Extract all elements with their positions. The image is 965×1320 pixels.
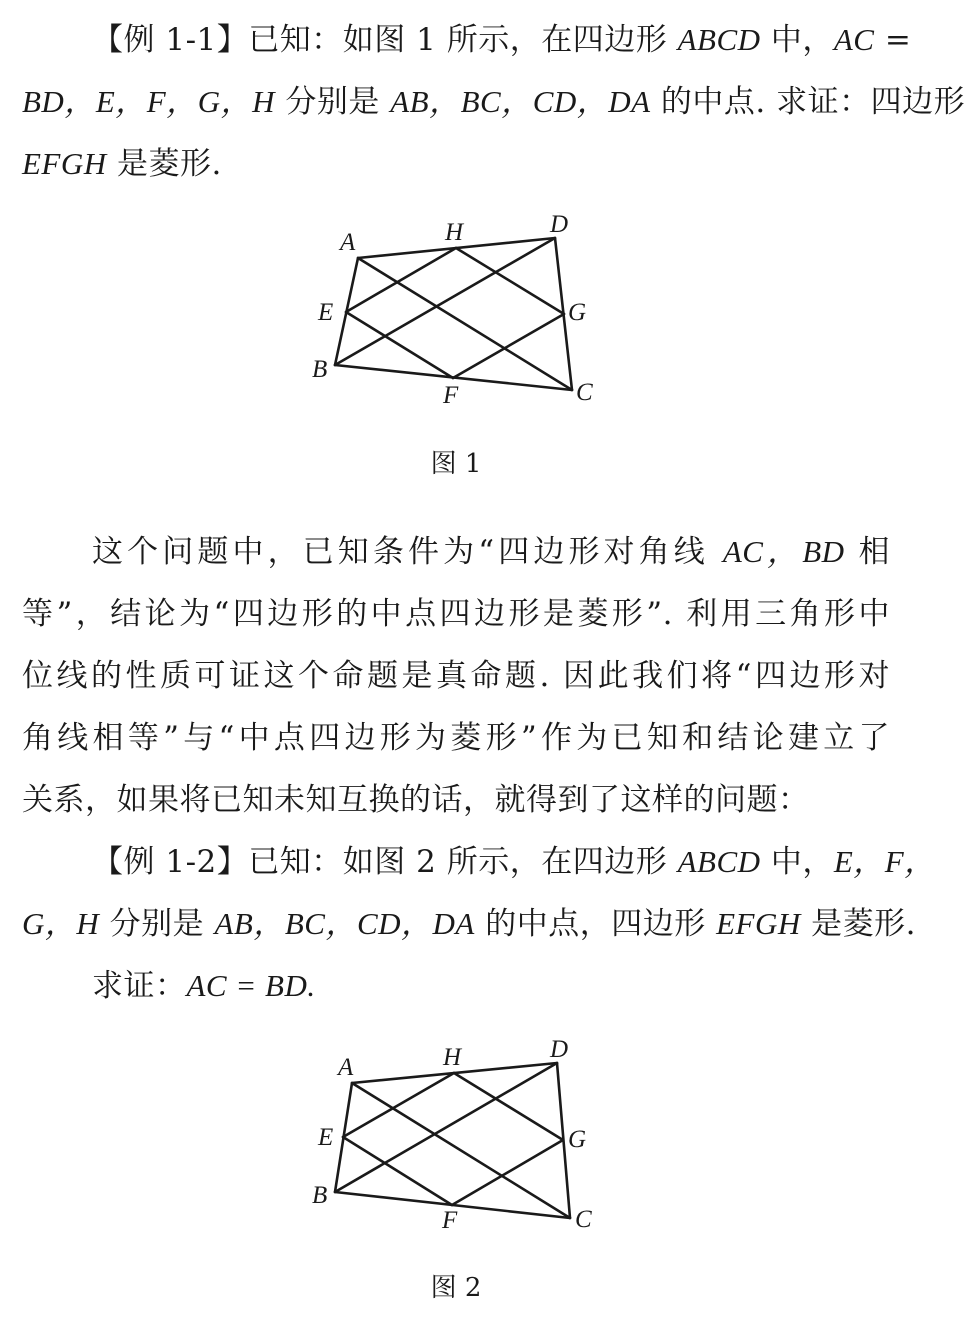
figure-1-caption: 图 1 xyxy=(430,449,482,479)
figure-1-diagram xyxy=(300,210,620,410)
para-line-5: 关系，如果将已知未知互换的话，就得到了这样的问题： xyxy=(22,782,810,818)
para-line-1: 这个问题中，已知条件为“四边形对角线 AC，BD 相 xyxy=(92,534,890,570)
label-h: H xyxy=(443,1044,462,1071)
label-c: C xyxy=(576,379,593,406)
figure-1 xyxy=(300,210,620,410)
figure-2-diagram xyxy=(300,1035,620,1235)
para-line-4: 角线相等”与“中点四边形为菱形”作为已知和结论建立了 xyxy=(22,720,890,756)
label-f: F xyxy=(442,1207,458,1234)
label-d: D xyxy=(550,1036,569,1063)
label-f: F xyxy=(443,382,459,409)
segment-gf xyxy=(452,1140,563,1205)
para-line-2: 等”，结论为“四边形的中点四边形是菱形”. 利用三角形中 xyxy=(22,596,890,632)
label-g: G xyxy=(568,1126,587,1153)
label-g: G xyxy=(568,299,587,326)
label-a: A xyxy=(338,1054,354,1081)
ex2-line-2: G，H 分别是 AB，BC，CD，DA 的中点，四边形 EFGH 是菱形. xyxy=(22,906,916,942)
label-a: A xyxy=(340,229,356,256)
segment-hg xyxy=(454,1073,563,1140)
label-e: E xyxy=(318,299,334,326)
label-b: B xyxy=(312,356,328,383)
label-e: E xyxy=(318,1124,334,1151)
ex1-line-2: BD，E，F，G，H 分别是 AB，BC，CD，DA 的中点. 求证：四边形 xyxy=(22,84,965,120)
figure-2-caption: 图 2 xyxy=(430,1273,482,1303)
label-b: B xyxy=(312,1182,328,1209)
segment-gf xyxy=(453,314,564,378)
ex1-line-3: EFGH 是菱形. xyxy=(22,146,222,182)
ex2-prove-line: 求证：AC = BD. xyxy=(92,968,316,1004)
ex1-line-1: 【例 1-1】已知：如图 1 所示，在四边形 ABCD 中，AC = xyxy=(92,22,912,58)
para-line-3: 位线的性质可证这个命题是真命题. 因此我们将“四边形对 xyxy=(22,658,890,694)
label-d: D xyxy=(550,211,569,238)
figure-2 xyxy=(300,1035,620,1235)
label-h: H xyxy=(445,219,464,246)
segment-hg xyxy=(456,248,564,314)
label-c: C xyxy=(575,1206,592,1233)
ex2-line-1: 【例 1-2】已知：如图 2 所示，在四边形 ABCD 中，E，F， xyxy=(92,844,936,880)
